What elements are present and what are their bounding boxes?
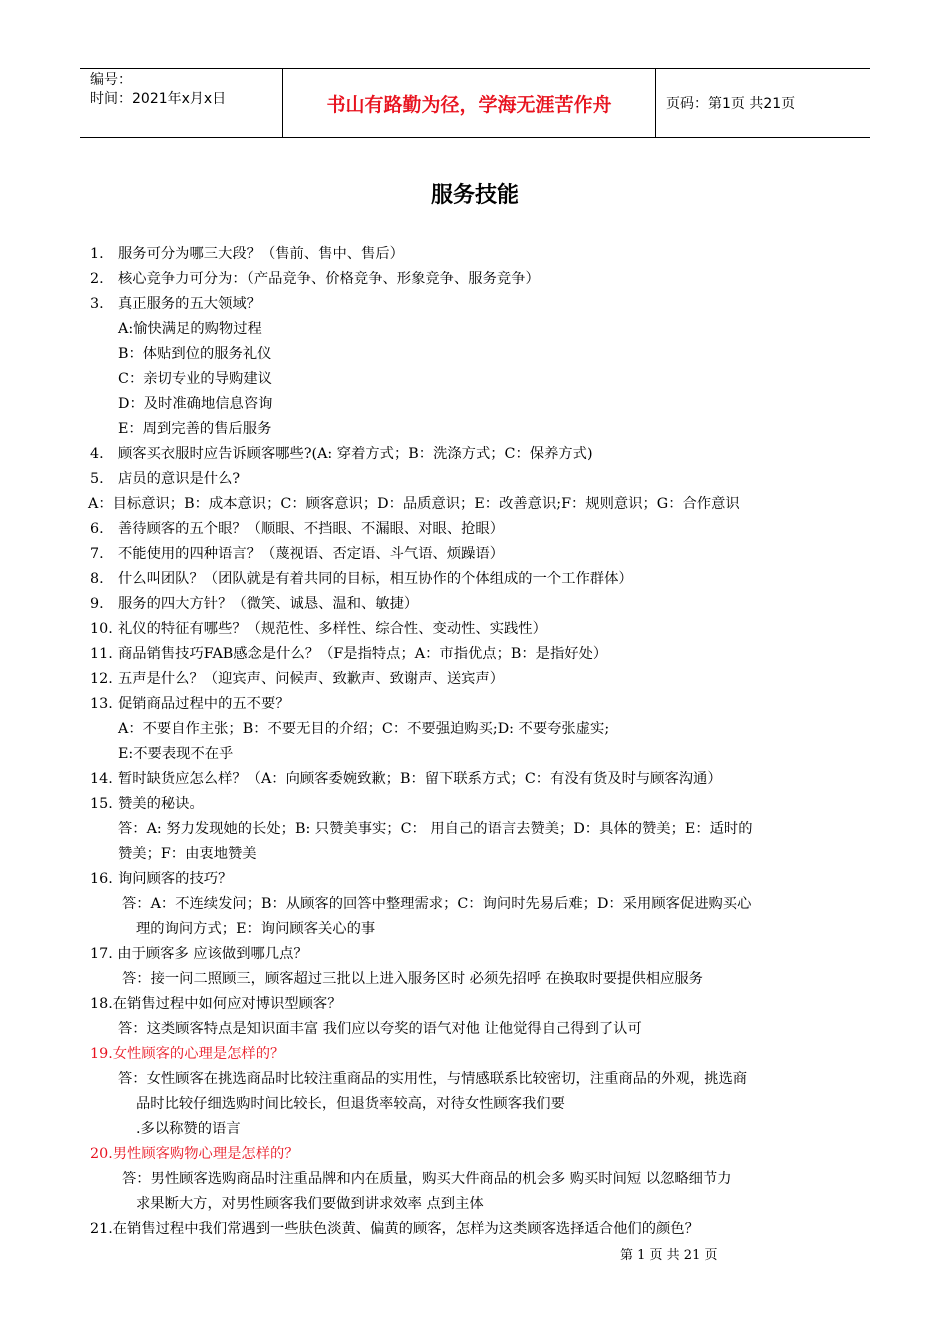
- sub-item: D：及时准确地信息咨询: [118, 396, 273, 412]
- document-header: [80, 68, 870, 138]
- list-item: [90, 517, 870, 542]
- answer-line: 求果断大方，对男性顾客我们要做到讲求效率 点到主体: [136, 1196, 484, 1212]
- sub-item: A：不要自作主张；B：不要无目的介绍；C：不要强迫购买;D: 不要夸张虚实;: [118, 721, 610, 737]
- list-item: [90, 292, 870, 317]
- answer-line: .多以称赞的语言: [136, 1121, 241, 1137]
- header-time-label: 时间：2021年x月x日: [90, 91, 227, 107]
- list-item: [90, 867, 870, 892]
- item-text: 核心竞争力可分为：（产品竞争、价格竞争、形象竞争、服务竞争）: [118, 271, 540, 287]
- list-item: [90, 542, 870, 567]
- list-item: [90, 467, 870, 492]
- document-title: 服务技能: [430, 183, 519, 208]
- answer-line: 答：男性顾客选购商品时注重品牌和内在质量，购买大件商品的机会多 购买时间短 以忽略细节力: [122, 1171, 732, 1187]
- item-number: 14.: [90, 771, 113, 787]
- item-text: 询问顾客的技巧？: [118, 871, 233, 887]
- item-number: 10.: [90, 621, 113, 637]
- list-item: 17. 由于顾客多 应该做到哪几点？: [90, 946, 308, 962]
- sub-item: A：目标意识；B：成本意识；C：顾客意识；D：品质意识；E：改善意识;F：规则意识；G：合作意识: [88, 496, 740, 512]
- item-number: 5.: [90, 471, 104, 487]
- item-number: 15.: [90, 796, 113, 812]
- page-footer: 第 1 页 共 21 页: [620, 1248, 718, 1263]
- list-item: [90, 442, 870, 467]
- item-number: 9.: [90, 596, 104, 612]
- list-item: 18.在销售过程中如何应对博识型顾客？: [90, 996, 342, 1012]
- document-body: [90, 242, 870, 1242]
- header-meta-cell: [80, 69, 282, 137]
- item-number: 8.: [90, 571, 104, 587]
- item-text: 赞美的秘诀。: [118, 796, 204, 812]
- item-text: 促销商品过程中的五不要？: [118, 696, 290, 712]
- list-item: [90, 767, 870, 792]
- sub-item: C：亲切专业的导购建议: [118, 371, 272, 387]
- item-number: 2.: [90, 271, 104, 287]
- answer-line: 赞美；F：由衷地赞美: [118, 846, 257, 862]
- list-item: [90, 242, 870, 267]
- list-item: [90, 642, 870, 667]
- item-text: 店员的意识是什么?: [118, 471, 241, 487]
- item-number: 1.: [90, 246, 104, 262]
- answer-line: 答：A：不连续发问；B：从顾客的回答中整理需求；C：询问时先易后难；D：采用顾客促进购买心: [122, 896, 752, 912]
- item-number: 12.: [90, 671, 113, 687]
- item-text: 暂时缺货应怎么样？（A：向顾客委婉致歉；B：留下联系方式；C：有没有货及时与顾客沟通）: [118, 771, 722, 787]
- item-number: 7.: [90, 546, 104, 562]
- item-number: 4.: [90, 446, 104, 462]
- item-number: 11.: [90, 646, 113, 662]
- header-number-label: 编号：: [90, 72, 132, 88]
- item-text: 什么叫团队？（团队就是有着共同的目标，相互协作的个体组成的一个工作群体）: [118, 571, 633, 587]
- item-text: 礼仪的特征有哪些？（规范性、多样性、综合性、变动性、实践性）: [118, 621, 547, 637]
- sub-item: E:不要表现不在乎: [118, 746, 234, 762]
- list-item: [90, 567, 870, 592]
- answer-line: 理的询问方式；E：询问顾客关心的事: [136, 921, 376, 937]
- sub-item: A:愉快满足的购物过程: [118, 321, 262, 337]
- list-item: 21.在销售过程中我们常遇到一些肤色淡黄、偏黄的顾客，怎样为这类顾客选择适合他们的颜色？: [90, 1221, 699, 1237]
- item-text: 商品销售技巧FAB感念是什么？（F是指特点；A：市指优点；B：是指好处）: [118, 646, 608, 662]
- item-number: 6.: [90, 521, 104, 537]
- list-item: [90, 667, 870, 692]
- item-text: 真正服务的五大领域？: [118, 296, 261, 312]
- item-text: 不能使用的四种语言？（蔑视语、否定语、斗气语、烦躁语）: [118, 546, 505, 562]
- answer-line: 品时比较仔细选购时间比较长，但退货率较高，对待女性顾客我们要: [136, 1096, 565, 1112]
- answer-line: 答：接一问二照顾三，顾客超过三批以上进入服务区时 必须先招呼 在换取时要提供相应服务: [122, 971, 703, 987]
- item-text: 善待顾客的五个眼？（顺眼、不挡眼、不漏眼、对眼、抢眼）: [118, 521, 505, 537]
- sub-item: E：周到完善的售后服务: [118, 421, 272, 437]
- item-text: 五声是什么？（迎宾声、问候声、致歉声、致谢声、送宾声）: [118, 671, 505, 687]
- list-item-highlighted: 19.女性顾客的心理是怎样的？: [90, 1046, 285, 1062]
- item-number: 13.: [90, 696, 113, 712]
- list-item: [90, 692, 870, 717]
- sub-item: B：体贴到位的服务礼仪: [118, 346, 272, 362]
- list-item: [90, 617, 870, 642]
- list-item: [90, 592, 870, 617]
- list-item-highlighted: 20.男性顾客购物心理是怎样的？: [90, 1146, 299, 1162]
- item-number: 16.: [90, 871, 113, 887]
- header-motto: 书山有路勤为径，学海无涯苦作舟: [282, 69, 656, 137]
- item-text: 顾客买衣服时应告诉顾客哪些?(A: 穿着方式；B：洗涤方式；C：保养方式): [118, 446, 593, 462]
- item-text: 服务的四大方针？（微笑、诚恳、温和、敏捷）: [118, 596, 419, 612]
- list-item: [90, 267, 870, 292]
- answer-line: 答：女性顾客在挑选商品时比较注重商品的实用性，与情感联系比较密切，注重商品的外观，挑选商: [118, 1071, 748, 1087]
- item-text: 服务可分为哪三大段？（售前、售中、售后）: [118, 246, 404, 262]
- item-number: 3.: [90, 296, 104, 312]
- answer-line: 答：这类顾客特点是知识面丰富 我们应以夸奖的语气对他 让他觉得自己得到了认可: [118, 1021, 642, 1037]
- answer-line: 答：A: 努力发现她的长处；B: 只赞美事实；C： 用自己的语言去赞美；D：具体的赞美；E：适时的: [118, 821, 753, 837]
- header-page-info: 页码：第1页 共21页: [666, 96, 796, 112]
- list-item: [90, 792, 870, 817]
